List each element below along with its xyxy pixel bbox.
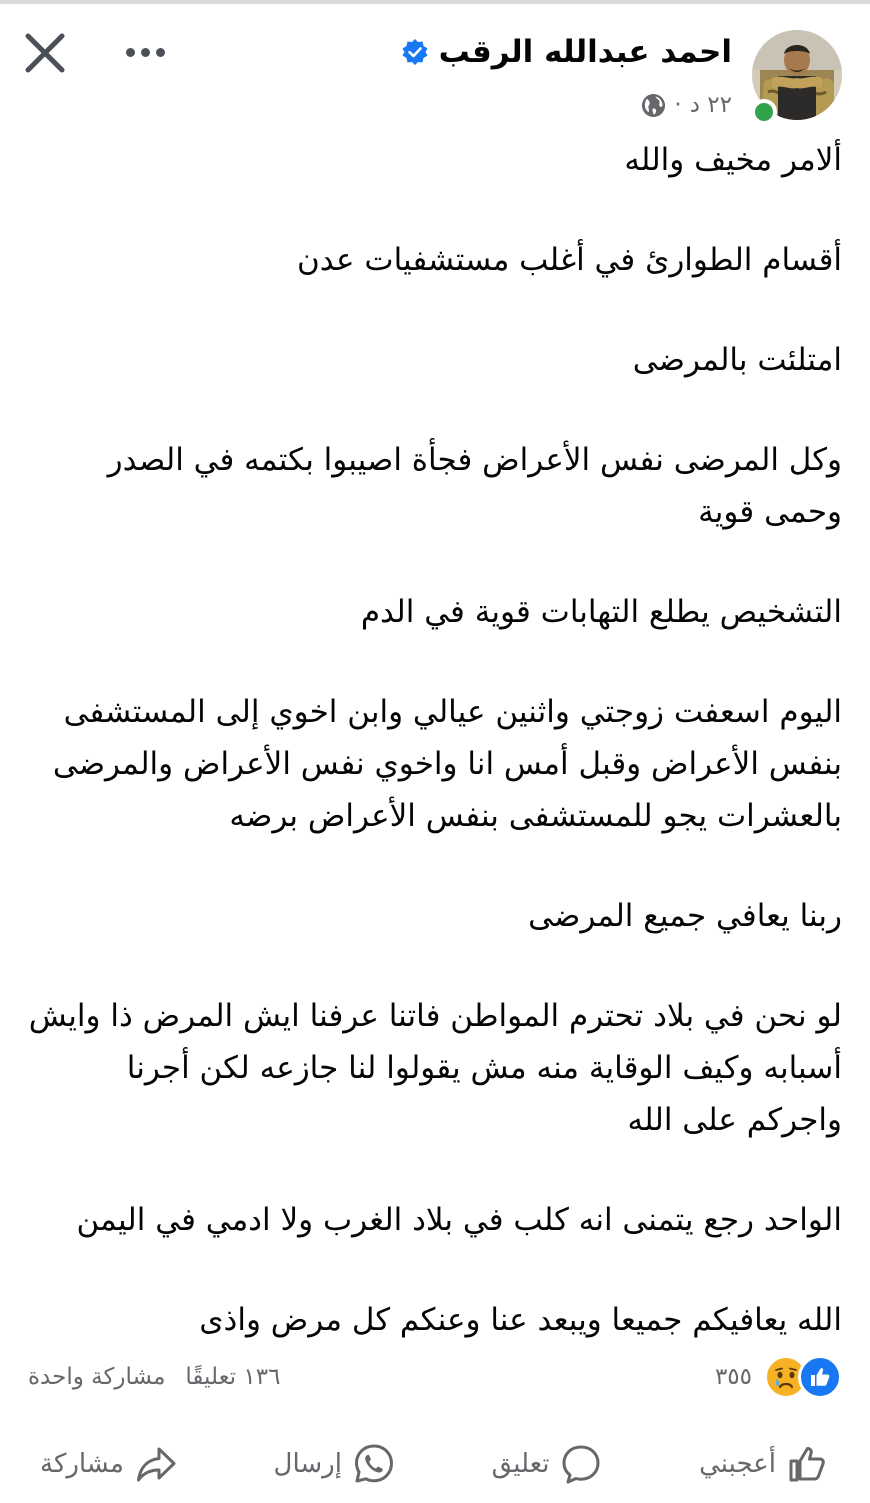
like-button[interactable]	[699, 1426, 830, 1502]
post-text	[28, 134, 842, 1394]
post-paragraph: ربنا يعافي جميع المرضى	[528, 898, 842, 934]
post-paragraph: وكل المرضى نفس الأعراض فجأة اصيبوا بكتمه في الصدر وحمى قوية	[107, 442, 842, 530]
comment-bubble-icon	[559, 1442, 603, 1486]
like-reaction-icon	[798, 1355, 842, 1399]
share-button[interactable]	[40, 1426, 178, 1502]
close-button[interactable]	[22, 30, 68, 76]
comments-count[interactable]: ١٣٦ تعليقًا	[185, 1364, 281, 1390]
post-paragraph: التشخيص يطلع التهابات قوية في الدم	[360, 594, 842, 630]
online-status-indicator	[751, 99, 777, 125]
more-dot-icon	[141, 48, 150, 57]
like-label: أعجبني	[699, 1449, 776, 1479]
send-label: إرسال	[273, 1449, 342, 1479]
reactions-count: ٣٥٥	[714, 1364, 752, 1390]
send-button[interactable]	[274, 1426, 396, 1502]
post-time[interactable]: ٢٢ د	[689, 92, 732, 118]
whatsapp-icon	[352, 1442, 396, 1486]
comment-button[interactable]	[492, 1426, 604, 1502]
post-paragraph: الله يعافيكم جميعا ويبعد عنا وعنكم كل مرض واذى	[199, 1302, 842, 1338]
thumbs-up-icon	[786, 1442, 830, 1486]
shares-count[interactable]: مشاركة واحدة	[28, 1364, 166, 1390]
post-header	[0, 4, 870, 124]
author-name[interactable]: احمد عبدالله الرقب	[438, 34, 732, 70]
more-dot-icon	[156, 48, 165, 57]
engagement-counts	[28, 1354, 280, 1400]
verified-badge-icon	[401, 38, 429, 66]
close-icon	[22, 30, 68, 76]
meta-separator: ·	[674, 92, 682, 118]
more-options-button[interactable]	[120, 34, 170, 70]
post-paragraph: الواحد رجع يتمنى انه كلب في بلاد الغرب ولا ادمي في اليمن	[76, 1202, 842, 1238]
comment-label: تعليق	[491, 1449, 550, 1479]
reactions-summary[interactable]	[715, 1354, 842, 1400]
post-actions-bar	[0, 1426, 870, 1502]
author-row	[401, 32, 732, 72]
post-paragraph: اليوم اسعفت زوجتي واثنين عيالي وابن اخوي إلى المستشفى بنفس الأعراض وقبل أمس انا واخوي نفس الأعراض والمرضى بالعشرات يجو للمستشفى بنفس الأعراض برضه	[52, 694, 842, 834]
share-arrow-icon	[134, 1442, 178, 1486]
share-label: مشاركة	[40, 1449, 124, 1479]
post-paragraph: ألامر مخيف والله	[624, 142, 842, 178]
post-paragraph: لو نحن في بلاد تحترم المواطن فاتنا عرفنا ايش المرض ذا وايش أسبابه وكيف الوقاية منه مش يقولوا لنا جازعه لكن أجرنا واجركم على الله	[28, 998, 842, 1138]
more-dot-icon	[126, 48, 135, 57]
post-paragraph: امتلئت بالمرضى	[632, 342, 842, 378]
post-stats	[0, 1354, 870, 1400]
post-paragraph: أقسام الطوارئ في أغلب مستشفيات عدن	[297, 242, 842, 278]
globe-icon	[641, 93, 666, 118]
post-meta	[641, 90, 732, 120]
